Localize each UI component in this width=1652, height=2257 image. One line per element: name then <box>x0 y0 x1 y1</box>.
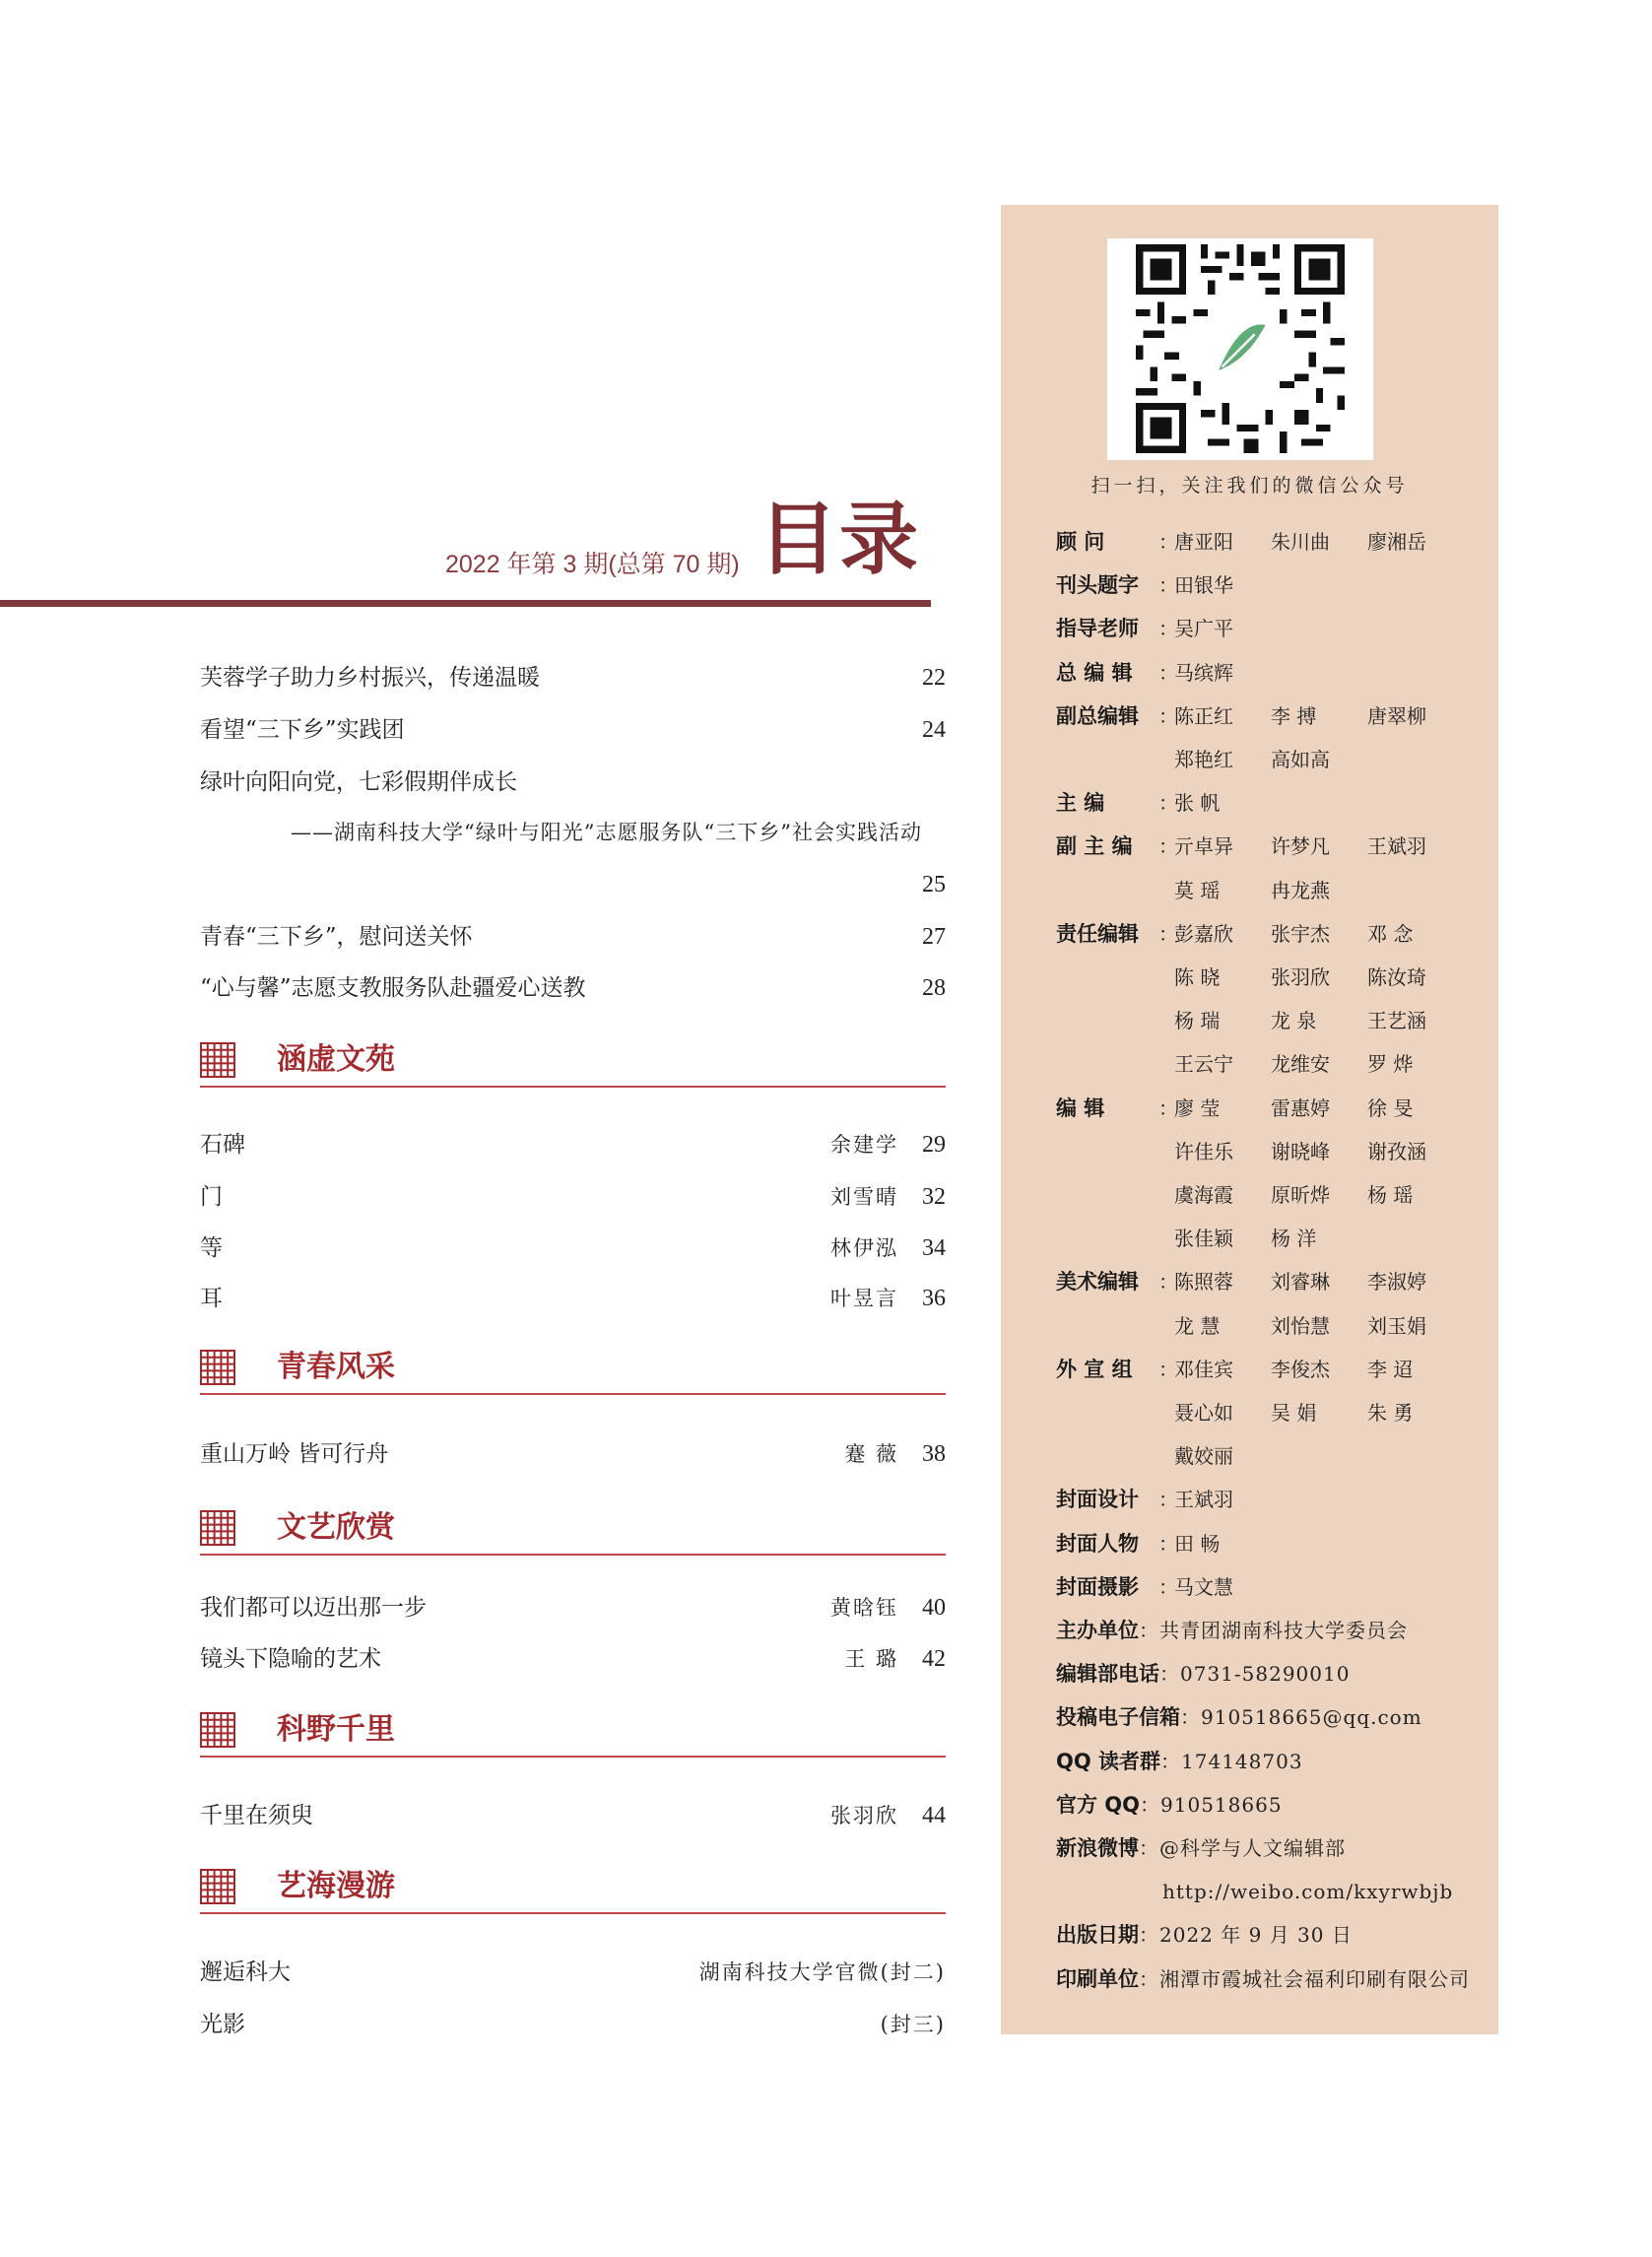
credit-colon: ： <box>1158 703 1179 728</box>
credit-row <box>1056 999 1464 1042</box>
publication-info-row <box>1056 1826 1346 1870</box>
credit-name: 许佳乐 <box>1174 1139 1233 1163</box>
publication-info-row <box>1056 1958 1470 2001</box>
section-title: 科野千里 <box>277 1712 395 1747</box>
toc-item[interactable] <box>200 1798 946 1833</box>
section-rule <box>200 1086 946 1088</box>
credit-name: 彭嘉欣 <box>1174 921 1233 946</box>
qr-code-icon <box>1136 244 1345 453</box>
credit-name: 朱 勇 <box>1367 1401 1414 1425</box>
credit-name: 朱川曲 <box>1271 530 1330 554</box>
credit-row <box>1056 1348 1464 1391</box>
credit-row <box>1056 695 1464 738</box>
credit-name: 谢孜涵 <box>1367 1139 1426 1163</box>
grid-icon <box>200 1510 235 1546</box>
credit-role: 顾 问 <box>1056 530 1105 554</box>
credit-name: 雷惠婷 <box>1271 1095 1330 1120</box>
toc-item-page: 29 <box>922 1132 946 1158</box>
toc-item[interactable] <box>200 1590 946 1626</box>
credit-name: 冉龙燕 <box>1271 878 1330 902</box>
credit-row <box>1056 869 1367 912</box>
info-value: 2022 年 9 月 30 日 <box>1159 1923 1353 1948</box>
credit-role: 副 主 编 <box>1056 834 1133 859</box>
credit-colon: ： <box>1158 1270 1179 1294</box>
credit-row <box>1056 607 1271 650</box>
credit-role: 总 编 辑 <box>1056 660 1133 685</box>
credit-name: 高如高 <box>1271 748 1330 771</box>
credit-name: 王斌羽 <box>1174 1488 1233 1512</box>
issue-number: 2022 年第 3 期(总第 70 期) <box>445 551 740 578</box>
section-title: 涵虚文苑 <box>277 1042 395 1077</box>
credit-name: 廖湘岳 <box>1367 530 1426 554</box>
publication-info-row <box>1056 1740 1303 1783</box>
credit-name: 谢晓峰 <box>1271 1139 1330 1163</box>
toc-item-source: (封三) <box>880 2013 946 2036</box>
credit-colon <box>1158 1042 1174 1086</box>
credit-name: 刘怡慧 <box>1271 1313 1330 1338</box>
section-rule <box>200 1912 946 1914</box>
credit-colon <box>1158 738 1174 781</box>
publication-info-row <box>1056 1695 1422 1739</box>
publication-info-row <box>1056 1652 1350 1695</box>
credit-name: 唐翠柳 <box>1367 703 1426 728</box>
toc-item-title: 光影 <box>200 2012 245 2037</box>
credit-name: 杨 瑞 <box>1174 1009 1221 1033</box>
section-header <box>200 1498 946 1558</box>
toc-item-title: 门 <box>200 1184 223 1210</box>
info-label: 主办单位 <box>1056 1619 1139 1642</box>
info-value: 910518665@qq.com <box>1201 1705 1422 1730</box>
credit-colon: ： <box>1158 834 1179 859</box>
toc-item-title: 石碑 <box>200 1132 245 1158</box>
info-value: 910518665 <box>1160 1792 1283 1817</box>
credit-colon: ： <box>1158 660 1179 685</box>
credit-name: 田银华 <box>1174 573 1233 598</box>
credit-name: 陈 晓 <box>1174 965 1221 989</box>
credit-name: 张宇杰 <box>1271 921 1330 946</box>
credit-row <box>1056 520 1464 564</box>
wechat-qr-code[interactable] <box>1107 238 1373 460</box>
credit-row <box>1056 912 1464 956</box>
info-value: 共青团湖南科技大学委员会 <box>1159 1619 1408 1642</box>
credit-name: 刘睿琳 <box>1271 1270 1330 1294</box>
toc-item[interactable] <box>200 970 946 1006</box>
info-label: QQ 读者群 <box>1056 1749 1161 1773</box>
info-value: 湘潭市霞城社会福利印刷有限公司 <box>1159 1966 1470 1991</box>
credit-name: 吴 娟 <box>1271 1401 1317 1425</box>
credit-role: 刊头题字 <box>1056 573 1139 598</box>
info-label: 印刷单位 <box>1056 1966 1139 1991</box>
credit-row <box>1056 1260 1464 1303</box>
grid-icon <box>200 1869 235 1904</box>
credit-name: 王艺涵 <box>1367 1009 1426 1033</box>
credit-colon <box>1158 869 1174 912</box>
toc-item[interactable] <box>200 764 946 800</box>
info-value: http://weibo.com/kxyrwbjb <box>1162 1880 1454 1904</box>
info-label: 官方 QQ <box>1056 1792 1141 1817</box>
toc-item-page: 34 <box>922 1235 946 1261</box>
credit-row <box>1056 1173 1464 1217</box>
credit-role: 指导老师 <box>1056 617 1139 641</box>
toc-item-author: 黄晗钰 <box>830 1596 898 1620</box>
toc-item[interactable] <box>200 712 946 748</box>
credit-row <box>1056 1434 1271 1478</box>
publication-info-row <box>1056 1609 1408 1652</box>
credit-name: 戴姣丽 <box>1174 1444 1233 1469</box>
credit-row <box>1056 1522 1271 1565</box>
toc-item-subtitle: ——湖南科技大学“绿叶与阳光”志愿服务队“三下乡”社会实践活动 <box>291 821 922 844</box>
info-colon: ： <box>1180 1705 1201 1730</box>
credit-colon <box>1158 1434 1174 1478</box>
info-colon: ： <box>1159 1662 1180 1687</box>
toc-item-author: 林伊泓 <box>830 1236 898 1260</box>
credit-row <box>1056 1304 1464 1348</box>
info-label: 编辑部电话 <box>1056 1662 1159 1687</box>
credit-name: 龙维安 <box>1271 1052 1330 1077</box>
toc-item-title: 重山万岭 皆可行舟 <box>200 1441 389 1467</box>
credit-colon: ： <box>1158 1574 1179 1599</box>
info-colon: ： <box>1139 1923 1159 1948</box>
credit-role: 封面人物 <box>1056 1531 1139 1556</box>
credit-colon: ： <box>1158 1357 1179 1381</box>
credit-role: 责任编辑 <box>1056 921 1139 946</box>
credit-name: 原昕烨 <box>1271 1183 1330 1207</box>
credit-colon <box>1158 1391 1174 1434</box>
credit-name: 邓 念 <box>1367 921 1414 946</box>
toc-item-author: 王 璐 <box>844 1647 898 1671</box>
toc-item-page: 24 <box>922 717 946 743</box>
grid-icon <box>200 1042 235 1078</box>
credit-row <box>1056 1478 1271 1521</box>
toc-item-title: 镜头下隐喻的艺术 <box>200 1646 381 1672</box>
section-header <box>200 1700 946 1759</box>
section-header <box>200 1030 946 1090</box>
credit-row <box>1056 956 1464 999</box>
credit-role: 封面摄影 <box>1056 1574 1139 1599</box>
publication-info-row <box>1056 1913 1353 1957</box>
toc-item-title: 绿叶向阳向党，七彩假期伴成长 <box>200 769 517 795</box>
credit-name: 亓卓异 <box>1174 834 1233 859</box>
toc-item-page: 27 <box>922 924 946 950</box>
credit-name: 许梦凡 <box>1271 834 1330 859</box>
credit-colon: ： <box>1158 791 1179 816</box>
info-value: 0731-58290010 <box>1180 1662 1351 1687</box>
credit-colon <box>1158 1304 1174 1348</box>
info-value: @科学与人文编辑部 <box>1159 1836 1346 1860</box>
publication-info-row <box>1056 1783 1283 1826</box>
credit-row <box>1056 1391 1464 1434</box>
credit-name: 田 畅 <box>1174 1531 1221 1556</box>
toc-item[interactable] <box>200 1230 946 1266</box>
toc-item-title: 耳 <box>200 1286 223 1311</box>
credit-name: 王云宁 <box>1174 1052 1233 1077</box>
credit-role: 编 辑 <box>1056 1095 1105 1120</box>
grid-icon <box>200 1712 235 1748</box>
info-colon: ： <box>1139 1966 1159 1991</box>
credit-row <box>1056 738 1367 781</box>
credit-colon: ： <box>1158 1488 1179 1512</box>
toc-item-title: 芙蓉学子助力乡村振兴，传递温暖 <box>200 665 540 691</box>
toc-item-author: 叶昱言 <box>830 1287 898 1310</box>
credit-name: 李 搏 <box>1271 703 1317 728</box>
credit-name: 李 迢 <box>1367 1357 1414 1381</box>
grid-icon <box>200 1350 235 1385</box>
toc-item-title: 邂逅科大 <box>200 1959 291 1985</box>
credit-name: 刘玉娟 <box>1367 1313 1426 1338</box>
credit-name: 吴广平 <box>1174 617 1233 641</box>
credit-name: 马文慧 <box>1174 1574 1233 1599</box>
credit-name: 徐 旻 <box>1367 1095 1414 1120</box>
toc-item-title: “心与馨”志愿支教服务队赴疆爱心送教 <box>200 975 586 1001</box>
toc-item-title: 青春“三下乡”，慰问送关怀 <box>200 924 473 950</box>
credit-role: 美术编辑 <box>1056 1270 1139 1294</box>
credit-name: 杨 洋 <box>1271 1227 1317 1251</box>
credit-name: 张 帆 <box>1174 791 1221 816</box>
section-rule <box>200 1554 946 1556</box>
toc-item-page: 40 <box>922 1595 946 1621</box>
toc-item-author: 张羽欣 <box>830 1804 898 1827</box>
credit-name: 邓佳宾 <box>1174 1357 1233 1381</box>
info-colon: ： <box>1160 1749 1182 1773</box>
credit-row <box>1056 1565 1271 1609</box>
section-title: 艺海漫游 <box>277 1869 395 1903</box>
toc-item-page: 38 <box>922 1441 946 1467</box>
credit-name: 张佳颖 <box>1174 1227 1233 1251</box>
credit-name: 郑艳红 <box>1174 748 1233 771</box>
toc-item[interactable] <box>200 1955 946 1990</box>
toc-item-page: 44 <box>922 1803 946 1828</box>
toc-item-title: 我们都可以迈出那一步 <box>200 1595 427 1621</box>
info-label: 出版日期 <box>1056 1923 1139 1948</box>
toc-item-source: 湖南科技大学官微(封二) <box>698 1960 946 1984</box>
credit-role: 副总编辑 <box>1056 703 1139 728</box>
credit-colon <box>1158 1173 1174 1217</box>
credit-name: 王斌羽 <box>1367 834 1426 859</box>
credit-name: 张羽欣 <box>1271 965 1330 989</box>
section-header <box>200 1857 946 1916</box>
toc-item-title: 等 <box>200 1235 223 1261</box>
toc-item-page: 22 <box>922 665 946 691</box>
credit-row <box>1056 1042 1464 1086</box>
qr-caption: 扫一扫，关注我们的微信公众号 <box>1090 475 1409 497</box>
credit-name: 虞海霞 <box>1174 1183 1233 1207</box>
info-colon: ： <box>1139 1619 1159 1642</box>
info-value: 174148703 <box>1181 1749 1303 1773</box>
info-label: 新浪微博 <box>1056 1836 1139 1860</box>
credit-role: 封面设计 <box>1056 1488 1139 1512</box>
credit-colon <box>1158 1217 1174 1260</box>
toc-item-page: 25 <box>922 872 946 897</box>
toc-item[interactable] <box>200 1179 946 1215</box>
credit-name: 陈照蓉 <box>1174 1270 1233 1294</box>
credit-colon: ： <box>1158 573 1179 598</box>
toc-item-title: 看望“三下乡”实践团 <box>200 717 405 743</box>
credit-colon: ： <box>1158 1095 1179 1120</box>
toc-item-page: 32 <box>922 1184 946 1210</box>
info-label: 投稿电子信箱 <box>1056 1705 1180 1730</box>
credit-row <box>1056 825 1464 868</box>
credit-row <box>1056 564 1271 607</box>
credit-colon: ： <box>1158 1531 1179 1556</box>
toc-item[interactable] <box>200 1436 946 1472</box>
toc-item[interactable] <box>200 1281 946 1316</box>
header-rule <box>0 600 931 607</box>
credit-colon <box>1158 956 1174 999</box>
credit-colon: ： <box>1158 617 1179 641</box>
credit-role: 主 编 <box>1056 791 1105 816</box>
toc-item-page: 42 <box>922 1646 946 1672</box>
credit-name: 李俊杰 <box>1271 1357 1330 1381</box>
credit-name: 龙 泉 <box>1271 1009 1317 1033</box>
toc-item[interactable] <box>200 2007 946 2042</box>
section-rule <box>200 1393 946 1395</box>
info-colon: ： <box>1140 1792 1161 1817</box>
toc-item[interactable] <box>200 867 946 902</box>
credit-row <box>1056 1087 1464 1130</box>
section-title: 文艺欣赏 <box>277 1510 395 1545</box>
credit-name: 聂心如 <box>1174 1401 1233 1425</box>
toc-item-page: 28 <box>922 975 946 1001</box>
credit-row <box>1056 1130 1464 1173</box>
toc-item[interactable] <box>200 919 946 955</box>
credit-name: 李淑婷 <box>1367 1270 1426 1294</box>
info-colon: ： <box>1139 1836 1159 1860</box>
credit-colon: ： <box>1158 921 1179 946</box>
credit-name: 陈正红 <box>1174 703 1233 728</box>
credit-name: 马缤辉 <box>1174 660 1233 685</box>
toc-item-title: 千里在须臾 <box>200 1803 313 1828</box>
toc-item-author: 余建学 <box>830 1133 898 1157</box>
credit-name: 罗 烨 <box>1367 1052 1414 1077</box>
credit-name: 龙 慧 <box>1174 1313 1221 1338</box>
toc-item-author: 刘雪晴 <box>830 1185 898 1209</box>
credit-colon <box>1158 999 1174 1042</box>
credit-name: 陈汝琦 <box>1367 965 1426 989</box>
credit-name: 杨 瑶 <box>1367 1183 1414 1207</box>
credit-row <box>1056 781 1271 825</box>
credit-name: 唐亚阳 <box>1174 530 1233 554</box>
credit-colon <box>1158 1130 1174 1173</box>
section-title: 青春风采 <box>277 1350 395 1384</box>
toc-item-author: 蹇 薇 <box>844 1442 898 1466</box>
toc-item[interactable] <box>200 660 946 696</box>
credit-name: 莫 瑶 <box>1174 878 1221 902</box>
credit-row <box>1056 651 1271 695</box>
toc-item[interactable] <box>200 1641 946 1677</box>
toc-item[interactable] <box>200 1127 946 1162</box>
toc-item-page: 36 <box>922 1286 946 1311</box>
credit-row <box>1056 1217 1367 1260</box>
section-header <box>200 1338 946 1397</box>
publication-info-row <box>1162 1870 1453 1913</box>
credit-name: 廖 莹 <box>1174 1095 1221 1120</box>
page-title: 目录 <box>759 494 920 585</box>
credit-colon: ： <box>1158 530 1179 554</box>
section-rule <box>200 1756 946 1758</box>
credit-role: 外 宣 组 <box>1056 1357 1133 1381</box>
